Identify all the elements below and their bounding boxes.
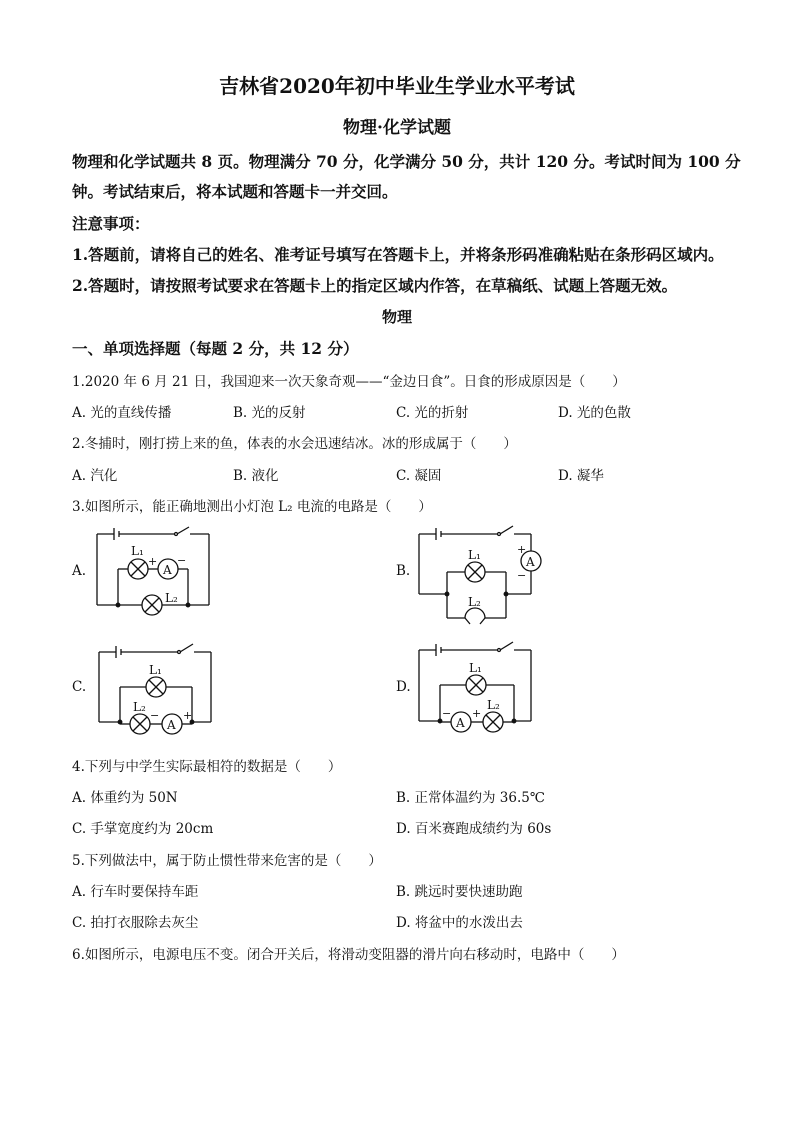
question-1-option-c: C. 光的折射	[396, 405, 469, 421]
question-3-stem: 3.如图所示，能正确地测出小灯泡 L₂ 电流的电路是（ ）	[72, 499, 432, 515]
question-3-option-c: C.	[72, 679, 87, 695]
subject-heading: 物理	[381, 308, 412, 326]
note-2: 2.答题时，请按照考试要求在答题卡上的指定区域内作答，在草稿纸、试题上答题无效。	[72, 276, 678, 295]
question-4-option-c: C. 手掌宽度约为 20cm	[72, 821, 214, 837]
lamp-l2-label: L₂	[133, 700, 146, 714]
question-4-option-b: B. 正常体温约为 36.5℃	[396, 790, 545, 806]
ammeter-minus-sign: −	[442, 707, 452, 720]
ammeter-plus-sign: +	[183, 709, 193, 722]
ammeter-label: A	[167, 718, 176, 732]
question-2-option-c: C. 凝固	[396, 468, 442, 484]
question-1-option-d: D. 光的色散	[558, 405, 631, 421]
ammeter-plus-sign: +	[517, 543, 527, 556]
question-1-option-a: A. 光的直线传播	[72, 405, 172, 421]
question-4-option-a: A. 体重约为 50N	[72, 790, 178, 806]
ammeter-plus-sign: +	[148, 555, 158, 568]
ammeter-label: A	[163, 563, 172, 577]
lamp-l1-label: L₁	[149, 663, 162, 677]
question-3-option-d: D.	[396, 679, 411, 695]
ammeter-minus-sign: −	[517, 569, 527, 582]
note-1: 1.答题前，请将自己的姓名、准考证号填写在答题卡上，并将条形码准确粘贴在条形码区域内。	[72, 245, 724, 264]
question-5-stem: 5.下列做法中，属于防止惯性带来危害的是（ ）	[72, 853, 382, 869]
lamp-l1-label: L₁	[468, 548, 481, 562]
page-title: 吉林省2020年初中毕业生学业水平考试	[219, 74, 575, 98]
question-3-option-b: B.	[396, 563, 411, 579]
section-heading: 一、单项选择题（每题 2 分，共 12 分）	[72, 339, 359, 358]
question-1-stem: 1.2020 年 6 月 21 日，我国迎来一次天象奇观——“金边日食”。日食的形成原因是（ ）	[72, 374, 626, 390]
circuit-diagram-b	[412, 522, 547, 626]
question-2-option-d: D. 凝华	[558, 468, 604, 484]
ammeter-minus-sign: −	[177, 554, 187, 567]
question-4-option-d: D. 百米赛跑成绩约为 60s	[396, 821, 552, 837]
intro-line-1: 物理和化学试题共 8 页。物理满分 70 分，化学满分 50 分，共计 120 分。考试时间为 100 分	[72, 152, 741, 171]
ammeter-label: A	[526, 555, 535, 569]
question-2-option-a: A. 汽化	[72, 468, 118, 484]
circuit-diagram-d	[412, 634, 542, 744]
question-4-stem: 4.下列与中学生实际最相符的数据是（ ）	[72, 759, 342, 775]
ammeter-plus-sign: +	[472, 707, 482, 720]
question-2-option-b: B. 液化	[233, 468, 279, 484]
question-5-option-a: A. 行车时要保持车距	[72, 884, 199, 900]
ammeter-minus-sign: −	[150, 709, 160, 722]
lamp-l2-label: L₂	[487, 698, 500, 712]
ammeter-label: A	[456, 716, 465, 730]
intro-line-2: 钟。考试结束后，将本试题和答题卡一并交回。	[72, 182, 398, 201]
question-3-option-a: A.	[72, 563, 87, 579]
lamp-l2-label: L₂	[468, 595, 481, 609]
page-subtitle: 物理·化学试题	[343, 118, 451, 138]
question-5-option-d: D. 将盆中的水泼出去	[396, 915, 523, 931]
circuit-diagram-a	[90, 518, 220, 622]
lamp-l1-label: L₁	[469, 661, 482, 675]
circuit-diagram-c	[92, 636, 222, 744]
question-1-option-b: B. 光的反射	[233, 405, 306, 421]
question-5-option-c: C. 拍打衣服除去灰尘	[72, 915, 199, 931]
lamp-l2-label: L₂	[165, 591, 178, 605]
notes-heading: 注意事项：	[72, 214, 150, 233]
question-2-stem: 2.冬捕时，刚打捞上来的鱼，体表的水会迅速结冰。冰的形成属于（ ）	[72, 436, 517, 452]
lamp-l1-label: L₁	[131, 544, 144, 558]
question-5-option-b: B. 跳远时要快速助跑	[396, 884, 523, 900]
question-6-stem: 6.如图所示，电源电压不变。闭合开关后，将滑动变阻器的滑片向右移动时，电路中（ ）	[72, 947, 625, 963]
